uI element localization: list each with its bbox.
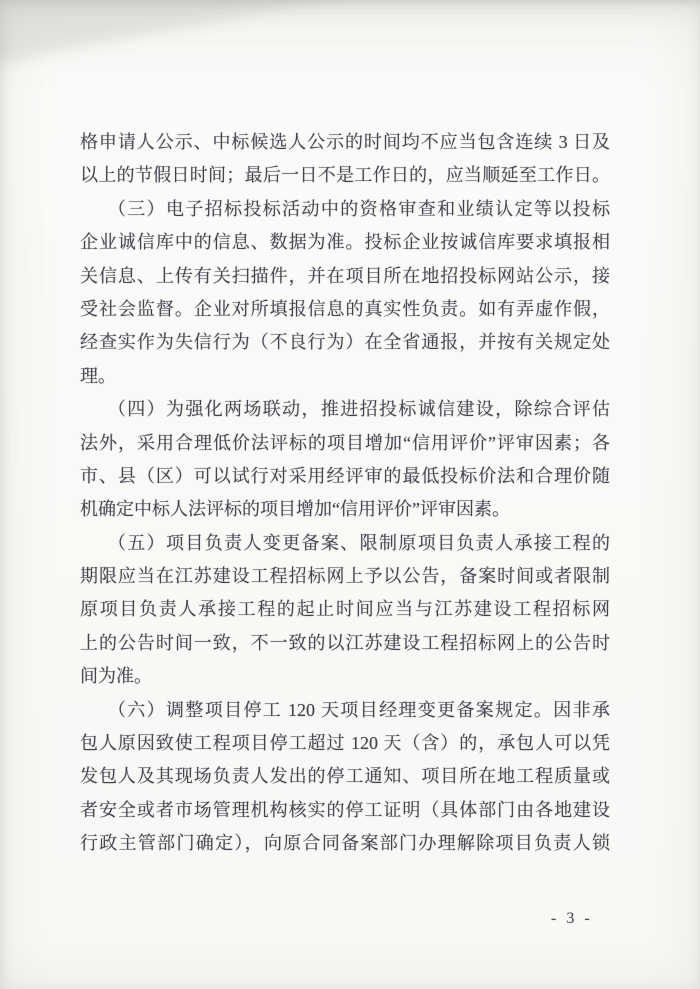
document-text (80, 126, 610, 861)
text-line: 原项目负责人承接工程的起止时间应当与江苏建设工程招标网 (80, 599, 610, 620)
scan-shadow-artifact (0, 0, 568, 75)
text-line: 受社会监督。企业对所填报信息的真实性负责。如有弄虚作假， (80, 298, 610, 319)
text-line: 市、县（区）可以试行对采用经评审的最低投标价法和合理价随 (80, 465, 610, 486)
text-line: 以上的节假日时间；最后一日不是工作日的，应当顺延至工作日。 (80, 165, 610, 186)
text-line: 间为准。 (80, 666, 152, 687)
text-line: （六）调整项目停工 120 天项目经理变更备案规定。因非承 (107, 699, 610, 720)
text-line: 企业诚信库中的信息、数据为准。投标企业按诚信库要求填报相 (80, 232, 610, 253)
text-line: 经查实作为失信行为（不良行为）在全省通报，并按有关规定处 (80, 332, 610, 353)
text-line: 法外，采用合理低价法评标的项目增加“信用评价”评审因素；各 (80, 432, 610, 453)
text-line: （四）为强化两场联动，推进招投标诚信建设，除综合评估 (107, 399, 610, 420)
text-line: （三）电子招标投标活动中的资格审查和业绩认定等以投标 (107, 198, 610, 219)
text-line: 理。 (80, 365, 116, 386)
text-line: （五）项目负责人变更备案、限制原项目负责人承接工程的 (107, 532, 610, 553)
text-line: 发包人及其现场负责人发出的停工通知、项目所在地工程质量或 (80, 766, 610, 787)
text-line: 关信息、上传有关扫描件，并在项目所在地招投标网站公示，接 (80, 265, 610, 286)
text-line: 期限应当在江苏建设工程招标网上予以公告，备案时间或者限制 (80, 566, 610, 587)
text-line: 机确定中标人法评标的项目增加“信用评价”评审因素。 (80, 499, 510, 520)
text-line: 包人原因致使工程项目停工超过 120 天（含）的，承包人可以凭 (80, 733, 610, 754)
page-number: - 3 - (551, 910, 593, 927)
text-line: 上的公告时间一致，不一致的以江苏建设工程招标网上的公告时 (80, 632, 610, 653)
text-line: 者安全或者市场管理机构核实的停工证明（具体部门由各地建设 (80, 799, 610, 820)
text-line: 行政主管部门确定），向原合同备案部门办理解除项目负责人锁 (80, 833, 610, 854)
text-line: 格申请人公示、中标候选人公示的时间均不应当包含连续 3 日及 (80, 132, 610, 152)
